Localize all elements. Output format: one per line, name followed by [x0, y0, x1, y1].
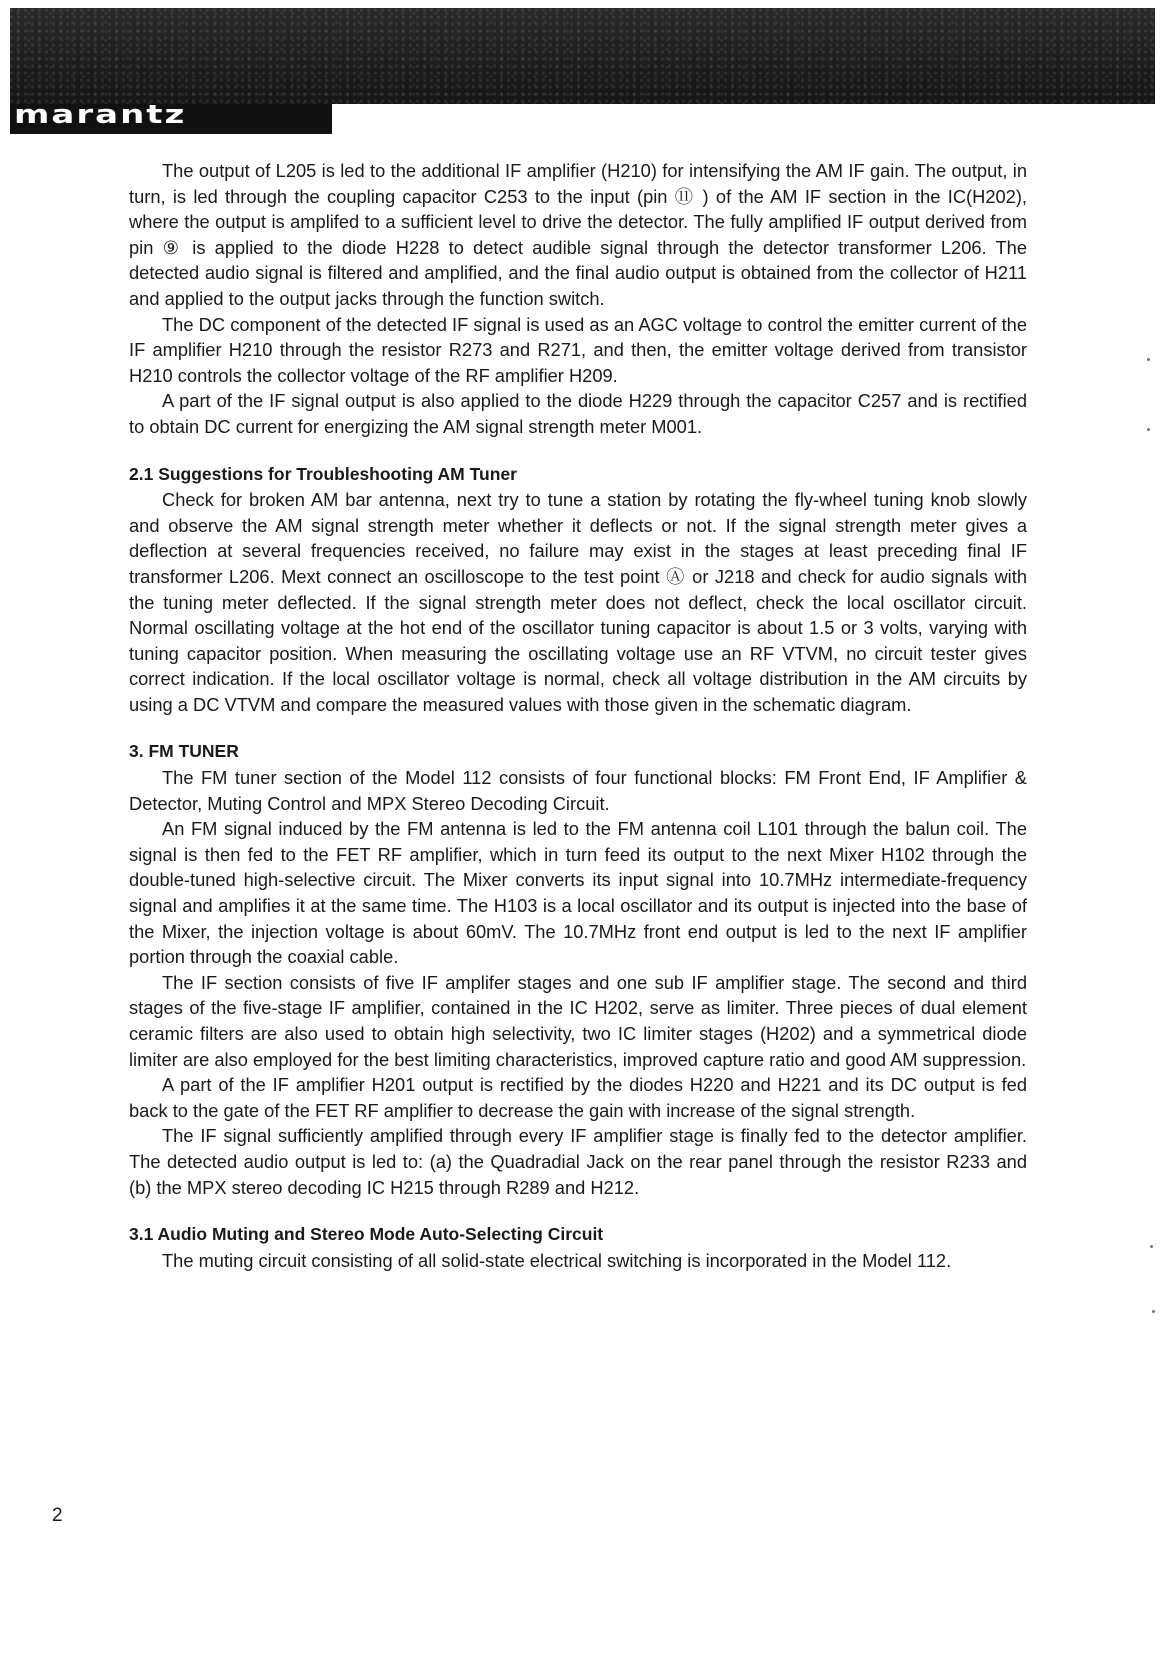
header-band	[10, 8, 1155, 104]
section-heading: 3. FM TUNER	[129, 741, 239, 762]
scan-speck	[1150, 1245, 1153, 1248]
page-content	[129, 158, 1027, 1273]
paragraph: A part of the IF amplifier H201 output is rectified by the diodes H220 and H221 and its DC output is fed back to the gate of the FET RF amplifier to decrease the gain with increase of the signal strength.	[129, 1074, 1027, 1121]
paragraph: An FM signal induced by the FM antenna is led to the FM antenna coil L101 through the balun coil. The signal is then fed to the FET RF amplifier, which in turn feed its output to the next Mixer H102 through the double-tuned high-selective circuit. The Mixer converts its input signal into 10.7MHz intermediate-frequency signal and amplifies it at the same time. The H103 is a local oscillator and its output is injected into the base of the Mixer, the injection voltage is about 60mV. The 10.7MHz front end output is led to the next IF amplifier portion through the coaxial cable.	[129, 818, 1027, 968]
brand-logo: marantz	[14, 105, 187, 126]
paragraph: The IF signal sufficiently amplified through every IF amplifier stage is finally fed to the detector amplifier. The detected audio output is led to: (a) the Quadradial Jack on the rear panel through the resistor R233 and (b) the MPX stereo decoding IC H215 through R289 and H212.	[129, 1125, 1027, 1198]
paragraph: The muting circuit consisting of all solid-state electrical switching is incorporated in the Model 112.	[162, 1249, 952, 1271]
scan-speck	[1147, 358, 1150, 361]
spacer	[129, 440, 1027, 462]
paragraph: The output of L205 is led to the additional IF amplifier (H210) for intensifying the AM IF gain. The output, in turn, is led through the coupling capacitor C253 to the input (pin ⑪ ) of the AM IF section in the IC(H202), where the output is amplifed to a sufficient level to drive the detector. The fully amplified IF output derived from pin ⑨ is applied to the diode H228 to detect audible signal through the detector transformer L206. The detected audio signal is filtered and amplified, and the final audio output is obtained from the collector of H211 and applied to the output jacks through the function switch.	[129, 160, 1027, 309]
section-heading: 2.1 Suggestions for Troubleshooting AM Tuner	[129, 463, 517, 484]
paragraph: A part of the IF signal output is also applied to the diode H229 through the capacitor C257 and is rectified to obtain DC current for energizing the AM signal strength meter M001.	[129, 390, 1027, 437]
scan-speck	[1147, 428, 1150, 431]
paragraph: The IF section consists of five IF amplifer stages and one sub IF amplifier stage. The second and third stages of the five-stage IF amplifier, contained in the IC H202, serve as limiter. Three pieces of dual element ceramic filters are also used to obtain high selectivity, two IC limiter stages (H202) and a symmetrical diode limiter are also employed for the best limiting characteristics, improved capture ratio and good AM suppression.	[129, 971, 1027, 1070]
spacer	[129, 717, 1027, 739]
page-number: 2	[52, 1505, 63, 1526]
spacer	[129, 1200, 1027, 1222]
paragraph: Check for broken AM bar antenna, next try to tune a station by rotating the fly-wheel tuning knob slowly and observe the AM signal strength meter whether it deflects or not. If the signal strength meter gives a deflection at several frequencies received, no failure may exist in the stages at least preceding final IF transformer L206. Mext connect an oscilloscope to the test point Ⓐ or J218 and check for audio signals with the tuning meter deflected. If the signal strength meter does not deflect, check the local oscillator circuit. Normal oscillating voltage at the hot end of the oscillator tuning capacitor is about 1.5 or 3 volts, varying with tuning capacitor position. When measuring the oscillating voltage use an RF VTVM, no circuit tester gives correct indication. If the local oscillator voltage is normal, check all voltage distribution in the AM circuits by using a DC VTVM and compare the measured values with those given in the schematic diagram.	[129, 489, 1027, 715]
paragraph: The DC component of the detected IF signal is used as an AGC voltage to control the emitter current of the IF amplifier H210 through the resistor R273 and R271, and then, the emitter voltage derived from transistor H210 controls the collector voltage of the RF amplifier H209.	[129, 313, 1027, 386]
paragraph: The FM tuner section of the Model 112 consists of four functional blocks: FM Front End, IF Amplifier & Detector, Muting Control and MPX Stereo Decoding Circuit.	[129, 767, 1027, 814]
scan-speck	[1152, 1310, 1155, 1313]
section-heading: 3.1 Audio Muting and Stereo Mode Auto-Selecting Circuit	[129, 1224, 604, 1245]
